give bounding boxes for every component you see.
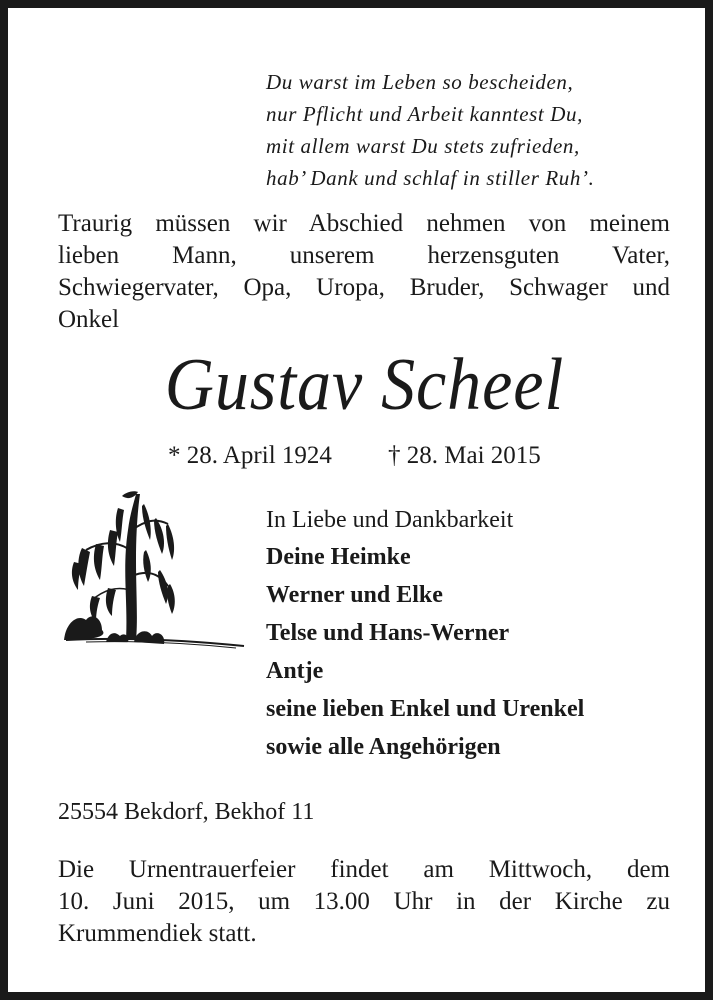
birch-tree-icon <box>56 490 246 658</box>
announcement-line: Traurig müssen wir Abschied nehmen von meinem <box>58 210 670 237</box>
mourners-block <box>266 502 686 766</box>
mourner-name: seine lieben Enkel und Urenkel <box>266 696 585 722</box>
mourner-name: Antje <box>266 658 324 684</box>
deceased-name: Gustav Scheel <box>164 344 565 426</box>
funeral-service-info <box>58 854 670 950</box>
memorial-poem <box>266 66 686 194</box>
poem-line: hab’ Dank und schlaf in stiller Ruh’. <box>266 166 595 190</box>
service-line: Die Urnentrauerfeier findet am Mittwoch, dem <box>58 856 670 883</box>
announcement-text <box>58 208 670 336</box>
mourner-name: Werner und Elke <box>266 582 443 608</box>
announcement-line: Schwiegervater, Opa, Uropa, Bruder, Schwager und <box>58 274 670 301</box>
mourner-name: sowie alle Angehörigen <box>266 734 501 760</box>
service-line: 10. Juni 2015, um 13.00 Uhr in der Kirche zu <box>58 888 670 915</box>
birth-date: * 28. April 1924 <box>168 442 332 469</box>
poem-line: mit allem warst Du stets zufrieden, <box>266 134 580 158</box>
announcement-line: lieben Mann, unserem herzensguten Vater, <box>58 242 670 269</box>
mourners-lead: In Liebe und Dankbarkeit <box>266 507 514 533</box>
poem-line: nur Pflicht und Arbeit kanntest Du, <box>266 102 583 126</box>
announcement-line: Onkel <box>58 306 120 333</box>
family-address: 25554 Bekdorf, Bekhof 11 <box>58 799 315 825</box>
service-line: Krummendiek statt. <box>58 920 257 947</box>
mourner-name: Telse und Hans-Werner <box>266 620 510 646</box>
poem-line: Du warst im Leben so bescheiden, <box>266 70 574 94</box>
death-date: † 28. Mai 2015 <box>388 442 541 469</box>
mourner-name: Deine Heimke <box>266 544 411 570</box>
